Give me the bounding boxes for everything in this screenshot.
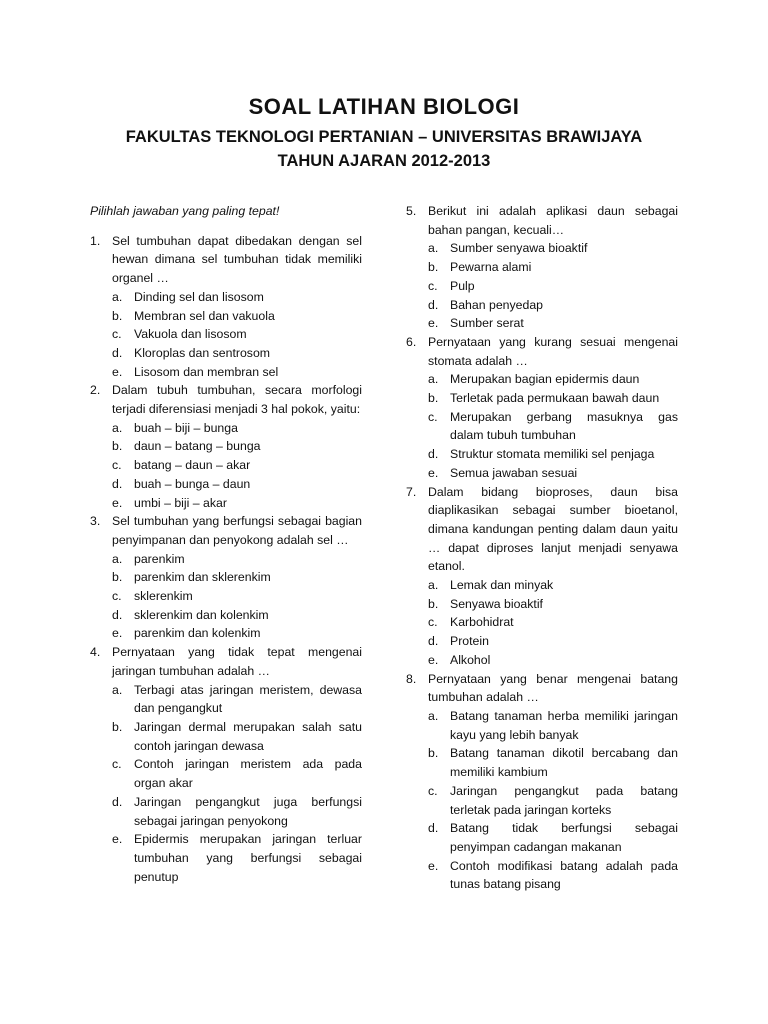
question-number: 1. xyxy=(90,233,101,248)
answer-option xyxy=(112,587,362,606)
option-text: Batang tanaman herba memiliki jaringan kayu yang lebih banyak xyxy=(450,708,678,742)
question-number: 7. xyxy=(406,484,417,499)
option-text: buah – bunga – daun xyxy=(134,476,251,491)
answer-option xyxy=(112,437,362,456)
question-text: Sel tumbuhan yang berfungsi sebagai bagian penyimpanan dan penyokong adalah sel … xyxy=(112,514,362,547)
option-text: Jaringan pengangkut juga berfungsi sebagai jaringan penyokong xyxy=(134,794,362,828)
answer-option xyxy=(428,613,678,632)
option-label: e. xyxy=(428,316,439,331)
option-label: e. xyxy=(112,495,123,510)
question-number: 4. xyxy=(90,645,101,660)
question-text: Dalam bidang bioproses, daun bisa diaplikasikan sebagai sumber bioetanol, dimana kandungan penting dalam daun yaitu … dapat diproses lanjut menjadi senyawa etanol. xyxy=(428,484,678,574)
answer-option xyxy=(112,830,362,886)
answer-option xyxy=(112,550,362,569)
question-text: Dalam tubuh tumbuhan, secara morfologi terjadi diferensiasi menjadi 3 hal pokok, yaitu: xyxy=(112,383,362,417)
option-text: daun – batang – bunga xyxy=(134,439,261,454)
option-label: a. xyxy=(428,578,439,593)
option-text: Contoh modifikasi batang adalah pada tunas batang pisang xyxy=(450,858,678,892)
question-number: 5. xyxy=(406,204,417,218)
document-header xyxy=(0,92,768,173)
option-label: b. xyxy=(112,570,123,585)
answer-option xyxy=(112,307,362,326)
option-text: Jaringan pengangkut pada batang terletak pada jaringan korteks xyxy=(450,783,678,817)
option-text: Protein xyxy=(450,634,489,649)
answer-option xyxy=(428,651,678,670)
right-question-list xyxy=(406,202,678,894)
answer-option xyxy=(428,595,678,614)
option-text: Batang tidak berfungsi sebagai penyimpan cadangan makanan xyxy=(450,821,678,854)
answer-option xyxy=(428,370,678,389)
option-label: b. xyxy=(112,308,123,323)
question-body xyxy=(428,333,678,483)
option-label: e. xyxy=(112,832,123,847)
question-body xyxy=(428,202,678,333)
question-body xyxy=(112,381,362,512)
option-text: Dinding sel dan lisosom xyxy=(134,289,264,304)
question-text: Pernyataan yang benar mengenai batang tumbuhan adalah … xyxy=(428,671,678,705)
question-item xyxy=(90,381,362,512)
option-text: Terbagi atas jaringan meristem, dewasa dan pengangkut xyxy=(134,682,362,716)
option-label: e. xyxy=(112,626,123,641)
left-column xyxy=(90,202,362,886)
option-text: Sumber senyawa bioaktif xyxy=(450,241,588,256)
answer-option xyxy=(428,632,678,651)
option-label: c. xyxy=(428,409,438,424)
question-text: Pernyataan yang tidak tepat mengenai jaringan tumbuhan adalah … xyxy=(112,645,362,678)
answer-option xyxy=(428,464,678,483)
document-title: SOAL LATIHAN BIOLOGI xyxy=(248,94,520,119)
option-label: b. xyxy=(428,260,439,275)
left-question-list xyxy=(90,232,362,887)
option-label: b. xyxy=(112,719,123,734)
option-text: Karbohidrat xyxy=(450,615,514,630)
option-text: Pewarna alami xyxy=(450,260,532,275)
option-text: Bahan penyedap xyxy=(450,297,543,312)
option-text: parenkim xyxy=(134,551,185,566)
question-item xyxy=(406,670,678,894)
option-text: Lemak dan minyak xyxy=(450,578,554,593)
question-body xyxy=(112,512,362,643)
question-item xyxy=(90,232,362,382)
option-text: Kloroplas dan sentrosom xyxy=(134,345,271,360)
option-label: d. xyxy=(112,794,123,809)
option-label: b. xyxy=(428,391,439,406)
answer-option xyxy=(428,296,678,315)
question-item xyxy=(90,643,362,886)
option-label: d. xyxy=(428,634,439,649)
option-label: d. xyxy=(112,476,123,491)
option-label: c. xyxy=(428,278,438,293)
option-text: Sumber serat xyxy=(450,316,524,331)
answer-option xyxy=(112,606,362,625)
answer-option xyxy=(112,475,362,494)
option-label: c. xyxy=(112,757,122,772)
option-text: Contoh jaringan meristem ada pada organ akar xyxy=(134,757,362,791)
option-label: d. xyxy=(112,345,123,360)
option-label: a. xyxy=(428,708,439,723)
option-label: d. xyxy=(428,297,439,312)
instruction-text: Pilihlah jawaban yang paling tepat! xyxy=(90,204,280,218)
option-text: Merupakan gerbang masuknya gas dalam tubuh tumbuhan xyxy=(450,409,678,443)
question-body xyxy=(428,483,678,670)
option-text: batang – daun – akar xyxy=(134,458,251,473)
option-label: c. xyxy=(112,589,122,604)
answer-option xyxy=(428,408,678,445)
option-text: Vakuola dan lisosom xyxy=(134,327,247,342)
option-label: a. xyxy=(112,551,123,566)
option-text: Lisosom dan membran sel xyxy=(134,364,279,379)
question-number: 6. xyxy=(406,334,417,349)
answer-option xyxy=(428,744,678,781)
option-label: d. xyxy=(428,821,439,836)
option-label: c. xyxy=(428,615,438,630)
option-text: Merupakan bagian epidermis daun xyxy=(450,372,640,387)
question-item xyxy=(90,512,362,643)
option-label: e. xyxy=(428,652,439,667)
answer-option xyxy=(428,576,678,595)
answer-option xyxy=(112,325,362,344)
document-subtitle: FAKULTAS TEKNOLOGI PERTANIAN – UNIVERSITAS BRAWIJAYA xyxy=(125,128,643,146)
option-text: parenkim dan sklerenkim xyxy=(134,570,271,585)
option-text: umbi – biji – akar xyxy=(134,495,227,510)
question-text: Pernyataan yang kurang sesuai mengenai stomata adalah … xyxy=(428,334,678,368)
option-label: d. xyxy=(112,607,123,622)
answer-option xyxy=(112,568,362,587)
answer-option xyxy=(428,707,678,744)
question-item xyxy=(406,483,678,670)
answer-option xyxy=(112,288,362,307)
right-column xyxy=(406,202,678,894)
option-text: Batang tanaman dikotil bercabang dan memiliki kambium xyxy=(450,746,678,780)
option-label: b. xyxy=(428,596,439,611)
option-label: c. xyxy=(428,783,438,798)
option-label: c. xyxy=(112,327,122,342)
answer-option xyxy=(428,445,678,464)
option-label: a. xyxy=(112,289,123,304)
option-label: a. xyxy=(428,372,439,387)
answer-option xyxy=(112,419,362,438)
option-text: buah – biji – bunga xyxy=(134,420,238,435)
answer-option xyxy=(112,681,362,718)
answer-option xyxy=(428,389,678,408)
option-text: Jaringan dermal merupakan salah satu contoh jaringan dewasa xyxy=(134,719,362,753)
option-text: Terletak pada permukaan bawah daun xyxy=(450,391,660,406)
option-text: Semua jawaban sesuai xyxy=(450,465,578,480)
question-number: 8. xyxy=(406,671,417,686)
option-text: Epidermis merupakan jaringan terluar tumbuhan yang berfungsi sebagai penutup xyxy=(134,832,362,884)
answer-option xyxy=(428,258,678,277)
option-label: a. xyxy=(112,682,123,697)
answer-option xyxy=(428,782,678,819)
answer-option xyxy=(112,344,362,363)
answer-option xyxy=(428,314,678,333)
answer-option xyxy=(112,793,362,830)
question-number: 3. xyxy=(90,514,101,529)
answer-option xyxy=(112,363,362,382)
option-label: b. xyxy=(112,439,123,454)
answer-option xyxy=(112,755,362,792)
question-body xyxy=(428,670,678,894)
option-text: Membran sel dan vakuola xyxy=(134,308,275,323)
answer-option xyxy=(428,857,678,894)
option-label: a. xyxy=(428,241,439,256)
option-text: Senyawa bioaktif xyxy=(450,596,543,611)
option-text: Alkohol xyxy=(450,652,491,667)
answer-option xyxy=(112,718,362,755)
question-body xyxy=(112,232,362,382)
option-label: d. xyxy=(428,447,439,462)
question-item xyxy=(406,333,678,483)
question-body xyxy=(112,643,362,886)
answer-option xyxy=(112,456,362,475)
question-item xyxy=(406,202,678,333)
answer-option xyxy=(112,624,362,643)
answer-option xyxy=(428,239,678,258)
question-text: Sel tumbuhan dapat dibedakan dengan sel hewan dimana sel tumbuhan tidak memiliki organel … xyxy=(112,233,362,286)
option-label: b. xyxy=(428,746,439,761)
question-number: 2. xyxy=(90,383,101,398)
option-label: e. xyxy=(428,858,439,873)
option-label: a. xyxy=(112,420,123,435)
option-text: parenkim dan kolenkim xyxy=(134,626,261,641)
option-label: e. xyxy=(112,364,123,379)
option-label: e. xyxy=(428,465,439,480)
answer-option xyxy=(112,494,362,513)
academic-year: TAHUN AJARAN 2012-2013 xyxy=(277,152,491,170)
answer-option xyxy=(428,277,678,296)
option-text: sklerenkim dan kolenkim xyxy=(134,607,269,622)
option-label: c. xyxy=(112,458,122,473)
option-text: Struktur stomata memiliki sel penjaga xyxy=(450,447,655,462)
option-text: Pulp xyxy=(450,278,475,293)
option-text: sklerenkim xyxy=(134,589,193,604)
question-text: Berikut ini adalah aplikasi daun sebagai bahan pangan, kecuali… xyxy=(428,204,678,237)
answer-option xyxy=(428,819,678,856)
